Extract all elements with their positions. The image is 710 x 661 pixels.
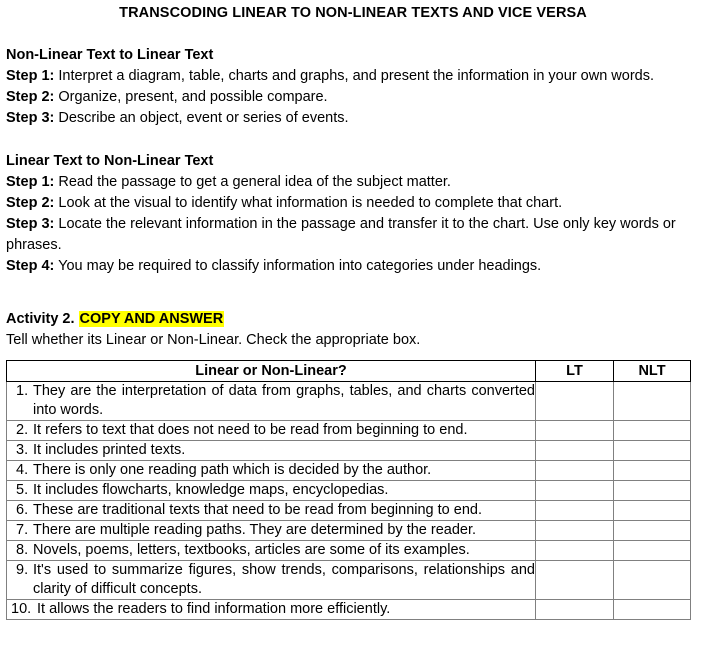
lt-checkbox-cell[interactable] — [536, 501, 614, 521]
step-label: Step 1: — [6, 68, 55, 84]
row-statement: It allows the readers to find information more efficiently. — [37, 601, 391, 617]
table-row — [7, 481, 691, 501]
table-row — [7, 541, 691, 561]
row-statement: They are the interpretation of data from graphs, tables, and charts converted into words. — [33, 383, 535, 418]
nlt-checkbox-cell[interactable] — [614, 481, 691, 501]
step-line — [6, 66, 700, 87]
nlt-checkbox-cell[interactable] — [614, 421, 691, 441]
row-statement: It includes flowcharts, knowledge maps, encyclopedias. — [33, 482, 389, 498]
nlt-checkbox-cell[interactable] — [614, 382, 691, 421]
table-row — [7, 561, 691, 600]
row-number: 7. — [16, 522, 29, 538]
table-row — [7, 521, 691, 541]
nlt-checkbox-cell[interactable] — [614, 561, 691, 600]
table-row — [7, 382, 691, 421]
lt-checkbox-cell[interactable] — [536, 541, 614, 561]
step-label: Step 2: — [6, 89, 55, 105]
nlt-checkbox-cell[interactable] — [614, 521, 691, 541]
table-row — [7, 441, 691, 461]
activity-highlight: COPY AND ANSWER — [79, 311, 224, 327]
row-number: 5. — [16, 482, 29, 498]
statement-cell — [7, 421, 536, 441]
nlt-checkbox-cell[interactable] — [614, 600, 691, 620]
table-header-row — [7, 361, 691, 382]
row-number: 4. — [16, 462, 29, 478]
step-line — [6, 172, 700, 193]
table-row — [7, 421, 691, 441]
step-label: Step 3: — [6, 110, 55, 126]
answer-table — [6, 360, 691, 620]
row-statement: There is only one reading path which is decided by the author. — [33, 462, 432, 478]
row-number: 3. — [16, 442, 29, 458]
nlt-checkbox-cell[interactable] — [614, 441, 691, 461]
lt-checkbox-cell[interactable] — [536, 421, 614, 441]
lt-checkbox-cell[interactable] — [536, 521, 614, 541]
column-header-nlt: NLT — [614, 361, 691, 382]
column-header-statement: Linear or Non-Linear? — [7, 361, 536, 382]
lt-checkbox-cell[interactable] — [536, 481, 614, 501]
table-row — [7, 461, 691, 481]
row-number: 1. — [16, 383, 29, 399]
row-statement: Novels, poems, letters, textbooks, articles are some of its examples. — [33, 542, 470, 558]
section-non-linear-to-linear — [6, 45, 700, 129]
row-number: 2. — [16, 422, 29, 438]
table-row — [7, 600, 691, 620]
activity-spacer — [6, 277, 700, 309]
statement-cell — [7, 541, 536, 561]
step-line — [6, 108, 700, 129]
step-line — [6, 193, 700, 214]
step-text: Organize, present, and possible compare. — [58, 89, 328, 105]
statement-cell — [7, 441, 536, 461]
step-line — [6, 214, 700, 256]
statement-cell — [7, 501, 536, 521]
step-label: Step 2: — [6, 195, 55, 211]
step-label: Step 3: — [6, 216, 55, 232]
activity-title-line — [6, 309, 700, 330]
statement-cell — [7, 561, 536, 600]
lt-checkbox-cell[interactable] — [536, 382, 614, 421]
step-line — [6, 256, 700, 277]
nlt-checkbox-cell[interactable] — [614, 501, 691, 521]
row-statement: There are multiple reading paths. They are determined by the reader. — [33, 522, 477, 538]
row-number: 8. — [16, 542, 29, 558]
nlt-checkbox-cell[interactable] — [614, 541, 691, 561]
statement-cell — [7, 600, 536, 620]
section-spacer — [6, 129, 700, 151]
activity-block — [6, 309, 700, 351]
statement-cell — [7, 461, 536, 481]
row-number: 10. — [11, 601, 32, 617]
lt-checkbox-cell[interactable] — [536, 561, 614, 600]
row-statement: It's used to summarize figures, show trends, comparisons, relationships and clarity of difficult concepts. — [33, 562, 535, 597]
answer-table-wrap — [6, 360, 700, 620]
page-title: TRANSCODING LINEAR TO NON-LINEAR TEXTS AND VICE VERSA — [119, 5, 587, 21]
step-text: Describe an object, event or series of events. — [58, 110, 349, 126]
table-row — [7, 501, 691, 521]
title-spacer — [6, 23, 700, 45]
section-heading: Linear Text to Non-Linear Text — [6, 153, 214, 169]
statement-cell — [7, 382, 536, 421]
column-header-lt: LT — [536, 361, 614, 382]
step-label: Step 1: — [6, 174, 55, 190]
step-text: Look at the visual to identify what information is needed to complete that chart. — [58, 195, 563, 211]
row-statement: It includes printed texts. — [33, 442, 186, 458]
lt-checkbox-cell[interactable] — [536, 461, 614, 481]
activity-label: Activity 2. — [6, 311, 75, 327]
statement-cell — [7, 521, 536, 541]
lt-checkbox-cell[interactable] — [536, 441, 614, 461]
step-text: You may be required to classify information into categories under headings. — [58, 258, 542, 274]
step-text: Interpret a diagram, table, charts and graphs, and present the information in your own words. — [58, 68, 655, 84]
row-number: 6. — [16, 502, 29, 518]
nlt-checkbox-cell[interactable] — [614, 461, 691, 481]
section-linear-to-non-linear — [6, 151, 700, 277]
row-statement: It refers to text that does not need to be read from beginning to end. — [33, 422, 468, 438]
step-line — [6, 87, 700, 108]
step-label: Step 4: — [6, 258, 55, 274]
section-heading: Non-Linear Text to Linear Text — [6, 47, 214, 63]
row-statement: These are traditional texts that need to be read from beginning to end. — [33, 502, 482, 518]
activity-instruction: Tell whether its Linear or Non-Linear. Check the appropriate box. — [6, 332, 421, 348]
row-number: 9. — [16, 562, 29, 578]
statement-cell — [7, 481, 536, 501]
step-text: Locate the relevant information in the passage and transfer it to the chart. Use only key words or phrases. — [6, 216, 676, 253]
step-text: Read the passage to get a general idea of the subject matter. — [58, 174, 451, 190]
lt-checkbox-cell[interactable] — [536, 600, 614, 620]
